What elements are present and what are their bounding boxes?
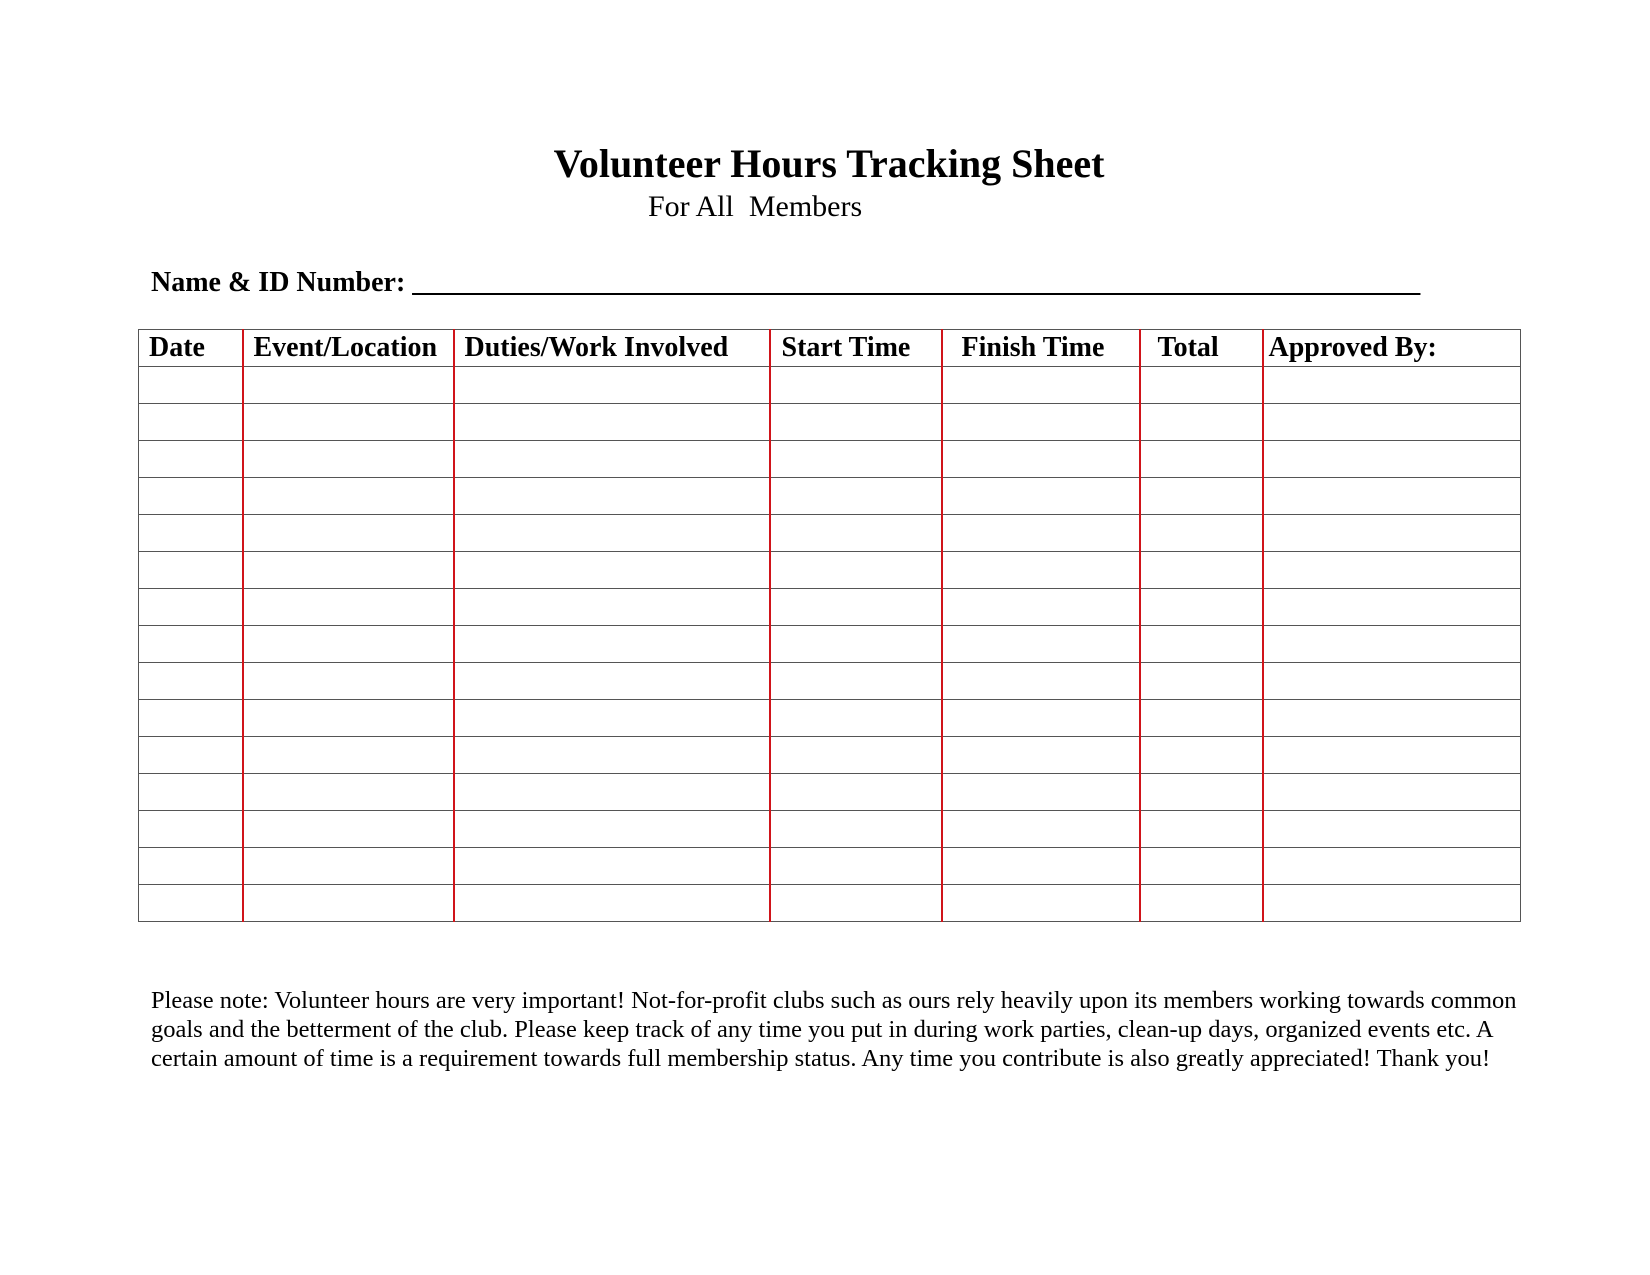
finish-time-cell[interactable] — [942, 663, 1140, 700]
approved-by-cell[interactable] — [1263, 404, 1521, 441]
table-row — [139, 515, 1521, 552]
approved-by-cell[interactable] — [1263, 441, 1521, 478]
total-cell[interactable] — [1140, 589, 1263, 626]
duties-cell[interactable] — [454, 811, 770, 848]
finish-time-cell[interactable] — [942, 811, 1140, 848]
total-cell[interactable] — [1140, 626, 1263, 663]
total-cell[interactable] — [1140, 515, 1263, 552]
event-location-cell[interactable] — [243, 663, 454, 700]
event-location-cell[interactable] — [243, 626, 454, 663]
hours-table — [138, 329, 1521, 922]
start-time-cell[interactable] — [770, 441, 942, 478]
duties-cell[interactable] — [454, 367, 770, 404]
table-row — [139, 737, 1521, 774]
approved-by-cell[interactable] — [1263, 700, 1521, 737]
table-row — [139, 663, 1521, 700]
start-time-cell[interactable] — [770, 626, 942, 663]
table-row — [139, 367, 1521, 404]
finish-time-cell[interactable] — [942, 515, 1140, 552]
finish-time-cell[interactable] — [942, 367, 1140, 404]
table-row — [139, 885, 1521, 922]
date-cell[interactable] — [139, 811, 243, 848]
date-cell[interactable] — [139, 404, 243, 441]
event-location-cell[interactable] — [243, 441, 454, 478]
finish-time-cell[interactable] — [942, 848, 1140, 885]
event-location-cell[interactable] — [243, 552, 454, 589]
event-location-cell[interactable] — [243, 478, 454, 515]
duties-cell[interactable] — [454, 737, 770, 774]
duties-cell[interactable] — [454, 663, 770, 700]
column-header-finish-time: Finish Time — [942, 330, 1140, 367]
start-time-cell[interactable] — [770, 848, 942, 885]
finish-time-cell[interactable] — [942, 774, 1140, 811]
finish-time-cell[interactable] — [942, 441, 1140, 478]
start-time-cell[interactable] — [770, 367, 942, 404]
table-row — [139, 774, 1521, 811]
approved-by-cell[interactable] — [1263, 663, 1521, 700]
approved-by-cell[interactable] — [1263, 848, 1521, 885]
start-time-cell[interactable] — [770, 774, 942, 811]
approved-by-cell[interactable] — [1263, 552, 1521, 589]
table-row — [139, 848, 1521, 885]
approved-by-cell[interactable] — [1263, 885, 1521, 922]
event-location-cell[interactable] — [243, 811, 454, 848]
name-id-field[interactable] — [151, 266, 1420, 300]
table-row — [139, 589, 1521, 626]
total-cell[interactable] — [1140, 774, 1263, 811]
table-body — [139, 367, 1521, 922]
total-cell[interactable] — [1140, 663, 1263, 700]
finish-time-cell[interactable] — [942, 478, 1140, 515]
duties-cell[interactable] — [454, 848, 770, 885]
duties-cell[interactable] — [454, 626, 770, 663]
total-cell[interactable] — [1140, 367, 1263, 404]
approved-by-cell[interactable] — [1263, 626, 1521, 663]
duties-cell[interactable] — [454, 478, 770, 515]
duties-cell[interactable] — [454, 404, 770, 441]
total-cell[interactable] — [1140, 811, 1263, 848]
finish-time-cell[interactable] — [942, 700, 1140, 737]
footer-note: Please note: Volunteer hours are very important! Not-for-profit clubs such as ours rely heavily upon its members working towards common goals and the betterment of the club. Please keep track of any time you put in during work parties, clean-up days, organized events etc. A certain amount of time is a requirement towards full membership status. Any time you contribute is also greatly appreciated! Thank you! — [151, 987, 1517, 1072]
total-cell[interactable] — [1140, 700, 1263, 737]
total-cell[interactable] — [1140, 848, 1263, 885]
column-header-event-location: Event/Location — [243, 330, 454, 367]
name-id-label: Name & ID Number: — [151, 267, 406, 298]
event-location-cell[interactable] — [243, 404, 454, 441]
duties-cell[interactable] — [454, 515, 770, 552]
date-cell[interactable] — [139, 367, 243, 404]
start-time-cell[interactable] — [770, 663, 942, 700]
event-location-cell[interactable] — [243, 885, 454, 922]
table-header-row — [139, 330, 1521, 367]
total-cell[interactable] — [1140, 552, 1263, 589]
column-header-start-time: Start Time — [770, 330, 942, 367]
table-row — [139, 700, 1521, 737]
start-time-cell[interactable] — [770, 515, 942, 552]
duties-cell[interactable] — [454, 885, 770, 922]
table-row — [139, 441, 1521, 478]
finish-time-cell[interactable] — [942, 885, 1140, 922]
total-cell[interactable] — [1140, 404, 1263, 441]
finish-time-cell[interactable] — [942, 626, 1140, 663]
date-cell[interactable] — [139, 552, 243, 589]
event-location-cell[interactable] — [243, 737, 454, 774]
approved-by-cell[interactable] — [1263, 515, 1521, 552]
start-time-cell[interactable] — [770, 552, 942, 589]
start-time-cell[interactable] — [770, 885, 942, 922]
duties-cell[interactable] — [454, 774, 770, 811]
table-row — [139, 626, 1521, 663]
finish-time-cell[interactable] — [942, 404, 1140, 441]
start-time-cell[interactable] — [770, 737, 942, 774]
start-time-cell[interactable] — [770, 404, 942, 441]
total-cell[interactable] — [1140, 885, 1263, 922]
approved-by-cell[interactable] — [1263, 737, 1521, 774]
page-title: Volunteer Hours Tracking Sheet — [553, 141, 1105, 186]
date-cell[interactable] — [139, 663, 243, 700]
date-cell[interactable] — [139, 478, 243, 515]
date-cell[interactable] — [139, 626, 243, 663]
finish-time-cell[interactable] — [942, 589, 1140, 626]
approved-by-cell[interactable] — [1263, 367, 1521, 404]
duties-cell[interactable] — [454, 441, 770, 478]
table-row — [139, 404, 1521, 441]
total-cell[interactable] — [1140, 441, 1263, 478]
total-cell[interactable] — [1140, 478, 1263, 515]
start-time-cell[interactable] — [770, 700, 942, 737]
start-time-cell[interactable] — [770, 811, 942, 848]
duties-cell[interactable] — [454, 552, 770, 589]
date-cell[interactable] — [139, 737, 243, 774]
column-header-duties: Duties/Work Involved — [454, 330, 770, 367]
start-time-cell[interactable] — [770, 589, 942, 626]
column-header-date: Date — [139, 330, 243, 367]
start-time-cell[interactable] — [770, 478, 942, 515]
approved-by-cell[interactable] — [1263, 811, 1521, 848]
table-row — [139, 478, 1521, 515]
event-location-cell[interactable] — [243, 515, 454, 552]
duties-cell[interactable] — [454, 589, 770, 626]
column-header-approved-by: Approved By: — [1263, 330, 1521, 367]
finish-time-cell[interactable] — [942, 552, 1140, 589]
date-cell[interactable] — [139, 848, 243, 885]
event-location-cell[interactable] — [243, 367, 454, 404]
table-row — [139, 811, 1521, 848]
event-location-cell[interactable] — [243, 848, 454, 885]
event-location-cell[interactable] — [243, 589, 454, 626]
approved-by-cell[interactable] — [1263, 589, 1521, 626]
date-cell[interactable] — [139, 700, 243, 737]
duties-cell[interactable] — [454, 700, 770, 737]
column-header-total: Total — [1140, 330, 1263, 367]
page-subtitle: For All Members — [648, 190, 863, 223]
date-cell[interactable] — [139, 589, 243, 626]
date-cell[interactable] — [139, 441, 243, 478]
approved-by-cell[interactable] — [1263, 478, 1521, 515]
date-cell[interactable] — [139, 515, 243, 552]
approved-by-cell[interactable] — [1263, 774, 1521, 811]
date-cell[interactable] — [139, 774, 243, 811]
table-row — [139, 552, 1521, 589]
total-cell[interactable] — [1140, 737, 1263, 774]
finish-time-cell[interactable] — [942, 737, 1140, 774]
event-location-cell[interactable] — [243, 700, 454, 737]
name-id-blank-line[interactable]: ________________________________________________________________________ — [412, 267, 1421, 298]
event-location-cell[interactable] — [243, 774, 454, 811]
date-cell[interactable] — [139, 885, 243, 922]
